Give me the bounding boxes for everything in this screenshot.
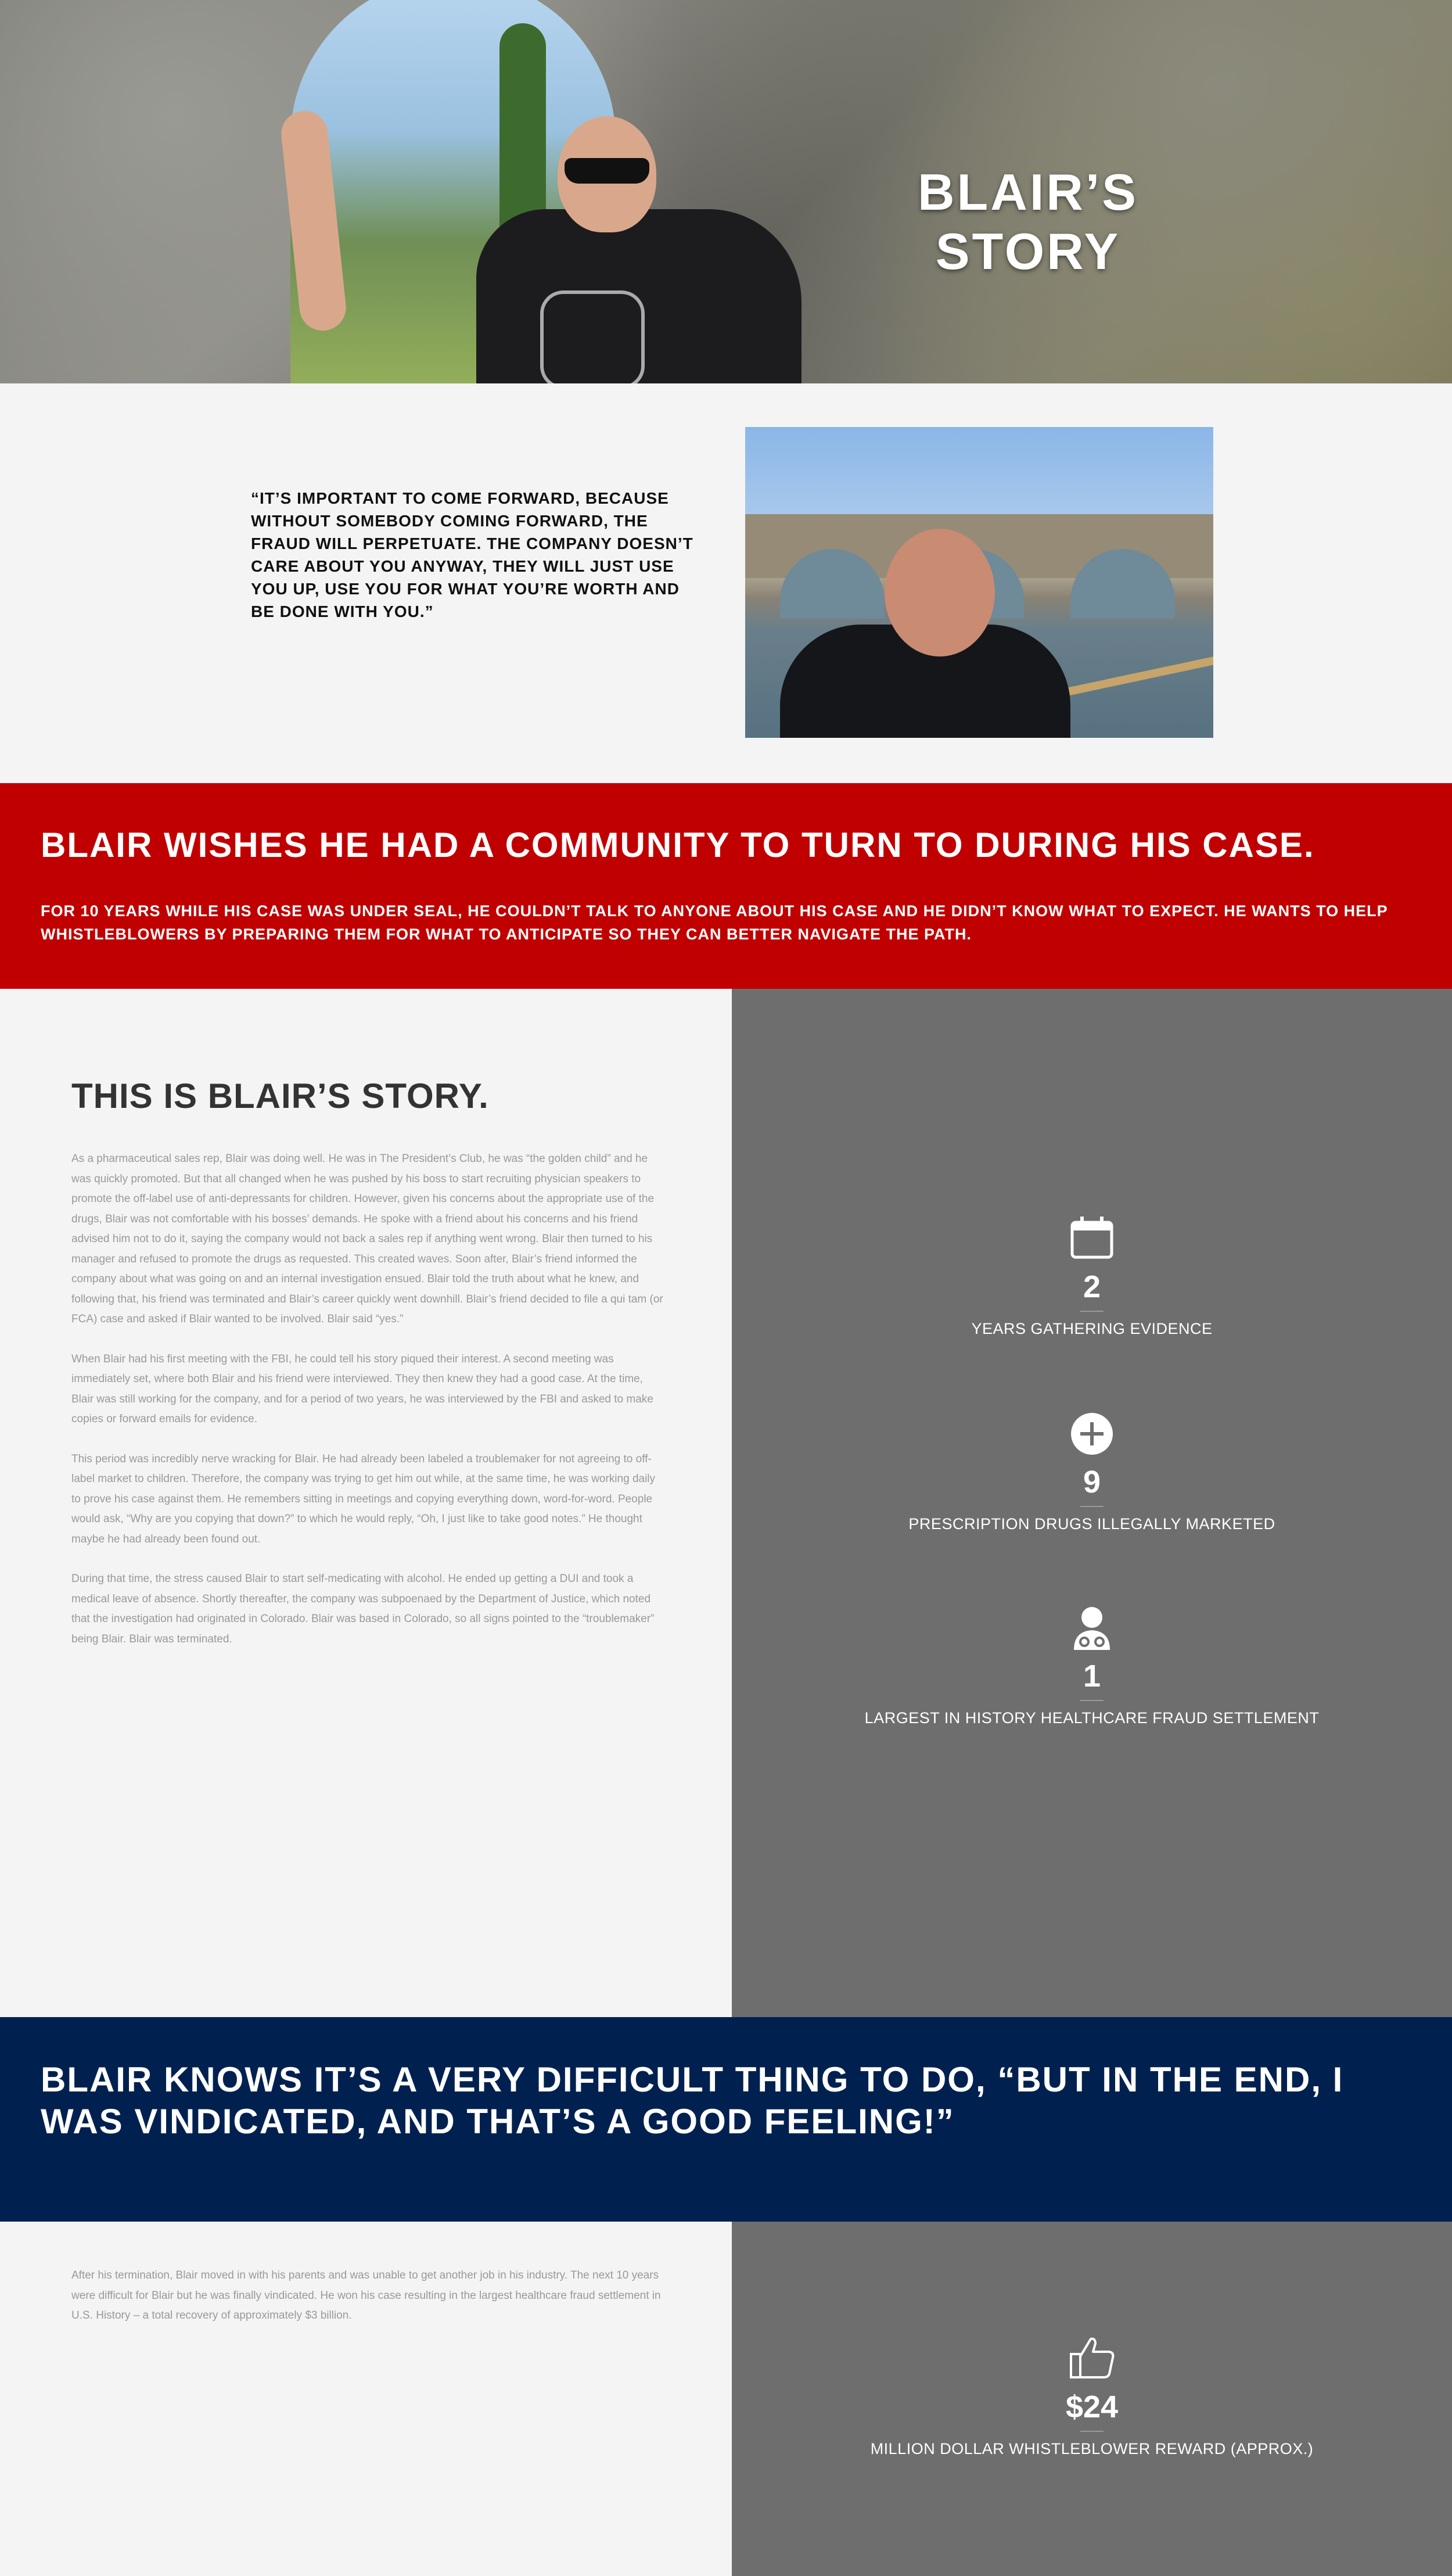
community-heading: BLAIR WISHES HE HAD A COMMUNITY TO TURN TO DURING HIS CASE. [41,826,1315,864]
hero-title: BLAIR’S STORY [918,163,1138,280]
vindicated-heading: BLAIR KNOWS IT’S A VERY DIFFICULT THING TO DO, “BUT IN THE END, I WAS VINDICATED, AND THAT’S A GOOD FEELING!” [41,2060,1344,2141]
reward-column [732,2222,1452,2576]
aftermath-body: After his termination, Blair moved in with his parents and was unable to get another job in his industry. The next 10 years were difficult for Blair but he was finally vindicated. He won his case resulting in the largest healthcare fraud settlement in U.S. History – a total recovery of approximately $3 billion. [71,2269,661,2322]
stat-divider [1080,1311,1104,1312]
stat-number: 1 [1083,1659,1101,1694]
stat-label: PRESCRIPTION DRUGS ILLEGALLY MARKETED [908,1515,1275,1533]
stat-label: MILLION DOLLAR WHISTLEBLOWER REWARD (APPROX.) [870,2440,1314,2457]
story-title: THIS IS BLAIR’S STORY. [71,1077,489,1115]
story-paragraph: This period was incredibly nerve wracking for Blair. He had already been labeled a troublemaker for not agreeing to off-label market to children. Therefore, the company was trying to get him out while, at the same time, he was working daily to prove his case against them. He remembers sitting in meetings and copying everything down, word-for-word. People would ask, “Why are you copying that down?” to which he would reply, “Oh, I just like to take good notes.” He thought maybe he had already been found out. [71,1452,656,1545]
hero-banner [0,0,1452,383]
story-paragraph: During that time, the stress caused Blair to start self-medicating with alcohol. He ended up getting a DUI and took a medical leave of absence. Shortly thereafter, the company was subpoenaed by the Department of Justice, which noted that the investigation had originated in Colorado. Blair was based in Colorado, so all signs pointed to the “troublemaker” being Blair. Blair was terminated. [71,1573,655,1645]
stat-number: 2 [1083,1269,1101,1304]
stat-divider [1080,1700,1104,1701]
stat-label: LARGEST IN HISTORY HEALTHCARE FRAUD SETTLEMENT [864,1709,1320,1727]
quote-text: “IT’S IMPORTANT TO COME FORWARD, BECAUSE WITHOUT SOMEBODY COMING FORWARD, THE FRAUD WILL PERPETUATE. THE COMPANY DOESN’T CARE ABOUT YOU ANYWAY, THEY WILL JUST USE YOU UP, USE YOU FOR WHAT YOU’RE WORTH AND BE DONE WITH YOU.” [251,489,693,620]
stat-divider [1080,1506,1104,1507]
stat-largest-settlement [732,1606,1452,1727]
story-text-column [0,989,732,2017]
aftermath-section [0,2222,1452,2576]
story-paragraph: As a pharmaceutical sales rep, Blair was doing well. He was in The President’s Club, he was “the golden child” and he was quickly promoted. But that all changed when he was pushed by his boss to start recruiting physician speakers to promote the off-label use of anti-depressants for children. However, given his concerns about the appropriate use of the drugs, Blair was not comfortable with his bosses’ demands. He spoke with a friend about his concerns and his friend advised him not to do it, saying the company would not back a sales rep if anything went wrong. Blair then turned to his manager and refused to promote the drugs as requested. This created waves. Soon after, Blair’s friend informed the company about what was going on and an internal investigation ensued. Blair told the truth about what he knew, and following that, his friend was terminated and Blair’s career quickly went downhill. Blair’s friend decided to file a qui tam (or FCA) case and asked if Blair wanted to be involved. Blair said “yes.” [71,1153,663,1325]
plus-circle-icon [1070,1412,1114,1456]
aftermath-text-column [0,2222,732,2576]
community-banner [0,783,1452,989]
calendar-icon [1069,1214,1115,1261]
community-body: FOR 10 YEARS WHILE HIS CASE WAS UNDER SEAL, HE COULDN’T TALK TO ANYONE ABOUT HIS CASE AND HE DIDN’T KNOW WHAT TO EXPECT. HE WANTS TO HELP WHISTLEBLOWERS BY PREPARING THEM FOR WHAT TO ANTICIPATE SO THEY CAN BETTER NAVIGATE THE PATH. [41,902,1388,943]
story-paragraph: When Blair had his first meeting with the FBI, he could tell his story piqued their interest. A second meeting was immediately set, where both Blair and his friend were interviewed. They then knew they had a good case. At the time, Blair was still working for the company, and for a period of two years, he was interviewed by the FBI and asked to make copies or forward emails for evidence. [71,1352,653,1425]
stat-whistleblower-reward [732,2334,1452,2458]
quote-photo [745,427,1213,738]
hero-photo-person [476,116,825,383]
quote-section [0,383,1452,783]
stat-divider [1080,2431,1104,2432]
stat-number: 9 [1083,1465,1101,1499]
stat-years-evidence [732,1214,1452,1338]
story-body [71,1149,664,1669]
story-section [0,989,1452,2017]
stat-drugs-marketed [732,1412,1452,1533]
stat-number: $24 [1065,2390,1119,2424]
doctor-icon [1072,1606,1112,1650]
stat-label: YEARS GATHERING EVIDENCE [971,1320,1213,1337]
vindicated-banner [0,2017,1452,2222]
thumbs-up-icon [1069,2334,1115,2381]
stats-column [732,989,1452,2017]
